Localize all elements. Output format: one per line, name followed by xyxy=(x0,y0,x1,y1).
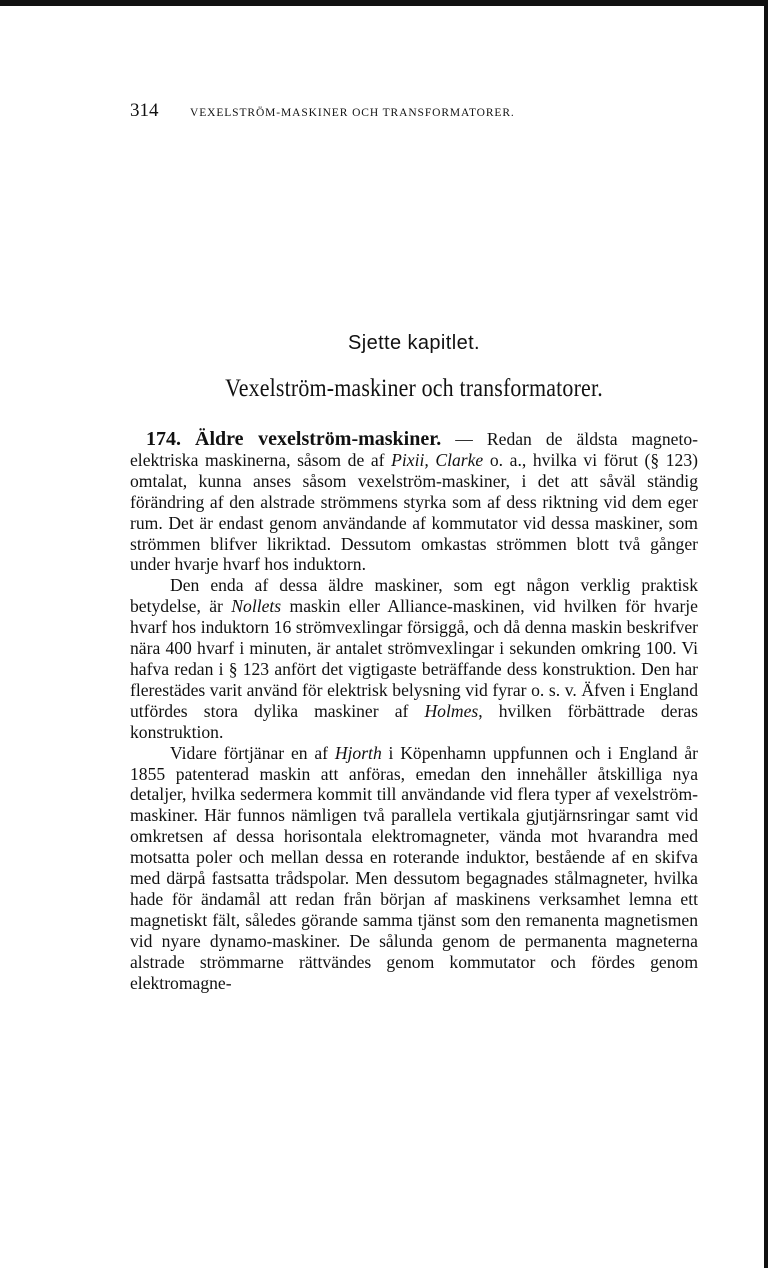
chapter-label: Sjette kapitlet. xyxy=(347,332,481,354)
paragraph-3 xyxy=(130,743,698,994)
body-text xyxy=(130,429,698,993)
book-page xyxy=(130,100,698,993)
paragraph-3-name-hjorth: Hjorth xyxy=(334,742,382,763)
paragraph-2-name-nollets: Nollets xyxy=(231,596,282,617)
paragraph-2-name-holmes: Holmes xyxy=(424,700,479,721)
paragraph-3-text-a: Vidare förtjänar en af xyxy=(170,742,335,763)
running-title: VEXELSTRÖM-MASKINER OCH TRANSFORMATORER. xyxy=(190,107,515,119)
paragraph-1-text-a: — Redan de äldsta magneto-elektriska maskinerna, såsom de af xyxy=(130,429,698,470)
paragraph-1-names: Pixii, Clarke xyxy=(391,449,484,470)
paragraph-2-text-e: , hvilken förbättrade deras konstruktion. xyxy=(130,700,698,742)
chapter-title: Vexelström-maskiner och transformatorer. xyxy=(225,373,603,402)
paragraph-1-text-c: o. a., hvilka vi förut (§ 123) omtalat, kunna anses såsom vexelström-maskiner, i det att såväl ständig förändring af den alstrade strömmens styrka som af dess riktning vid dem eger rum. Det är endast genom användande af kommutator vid dessa maskiner, som strömmen blifver likriktad. Dessutom omkastas strömmen blott två gånger under hvarje hvarf hos induktorn. xyxy=(130,449,699,575)
section-number: 174. xyxy=(146,428,181,450)
top-border xyxy=(0,0,768,6)
paragraph-3-text-c: i Köpenhamn uppfunnen och i England år 1855 patenterad maskin att anföras, emedan den innehåller åtskilliga nya detaljer, hvilka sedermera kommit till användande vid flera typer af vexelström-maskiner. Här funnos nämligen två parallela vertikala gjutjärnsringar samt vid omkretsen af dessa horisontala elektromagneter, vända mot hvarandra med motsatta poler och mellan dessa en roterande induktor, bestående af en skifva med därpå fastsatta trådspolar. Men dessutom begagnades stålmagneter, hvilka hade för ändamål att redan från början af maskinens verksamhet lemna ett magnetiskt fält, således görande samma tjänst som den remanenta magnetismen vid nyare dynamo-maskiner. De sålunda genom de permanenta magneterna alstrade strömmarne rättvändes genom kommutator och fördes genom elektromagne- xyxy=(130,742,698,993)
right-border xyxy=(764,0,768,1268)
running-head xyxy=(130,100,698,124)
paragraph-1 xyxy=(130,429,698,575)
paragraph-2 xyxy=(130,575,698,742)
paragraph-2-text-c: maskin eller Alliance-maskinen, vid hvilken för hvarje hvarf hos induktorn 16 strömvexlingar försiggå, och då denna maskin beskrifver nära 400 hvarf i minuten, är antalet strömvexlingar i sekunden omkring 100. Vi hafva redan i § 123 anfört det vigtigaste beträffande dess konstruktion. Den har flerestädes varit använd för elektrisk belysning vid fyrar o. s. v. Äfven i England utfördes stora dylika maskiner af xyxy=(130,596,698,721)
page-number: 314 xyxy=(130,100,159,121)
paragraph-2-text-a: Den enda af dessa äldre maskiner, som egt någon verklig praktisk betydelse, är xyxy=(130,575,698,617)
section-title: Äldre vexelström-maskiner. xyxy=(195,428,442,450)
